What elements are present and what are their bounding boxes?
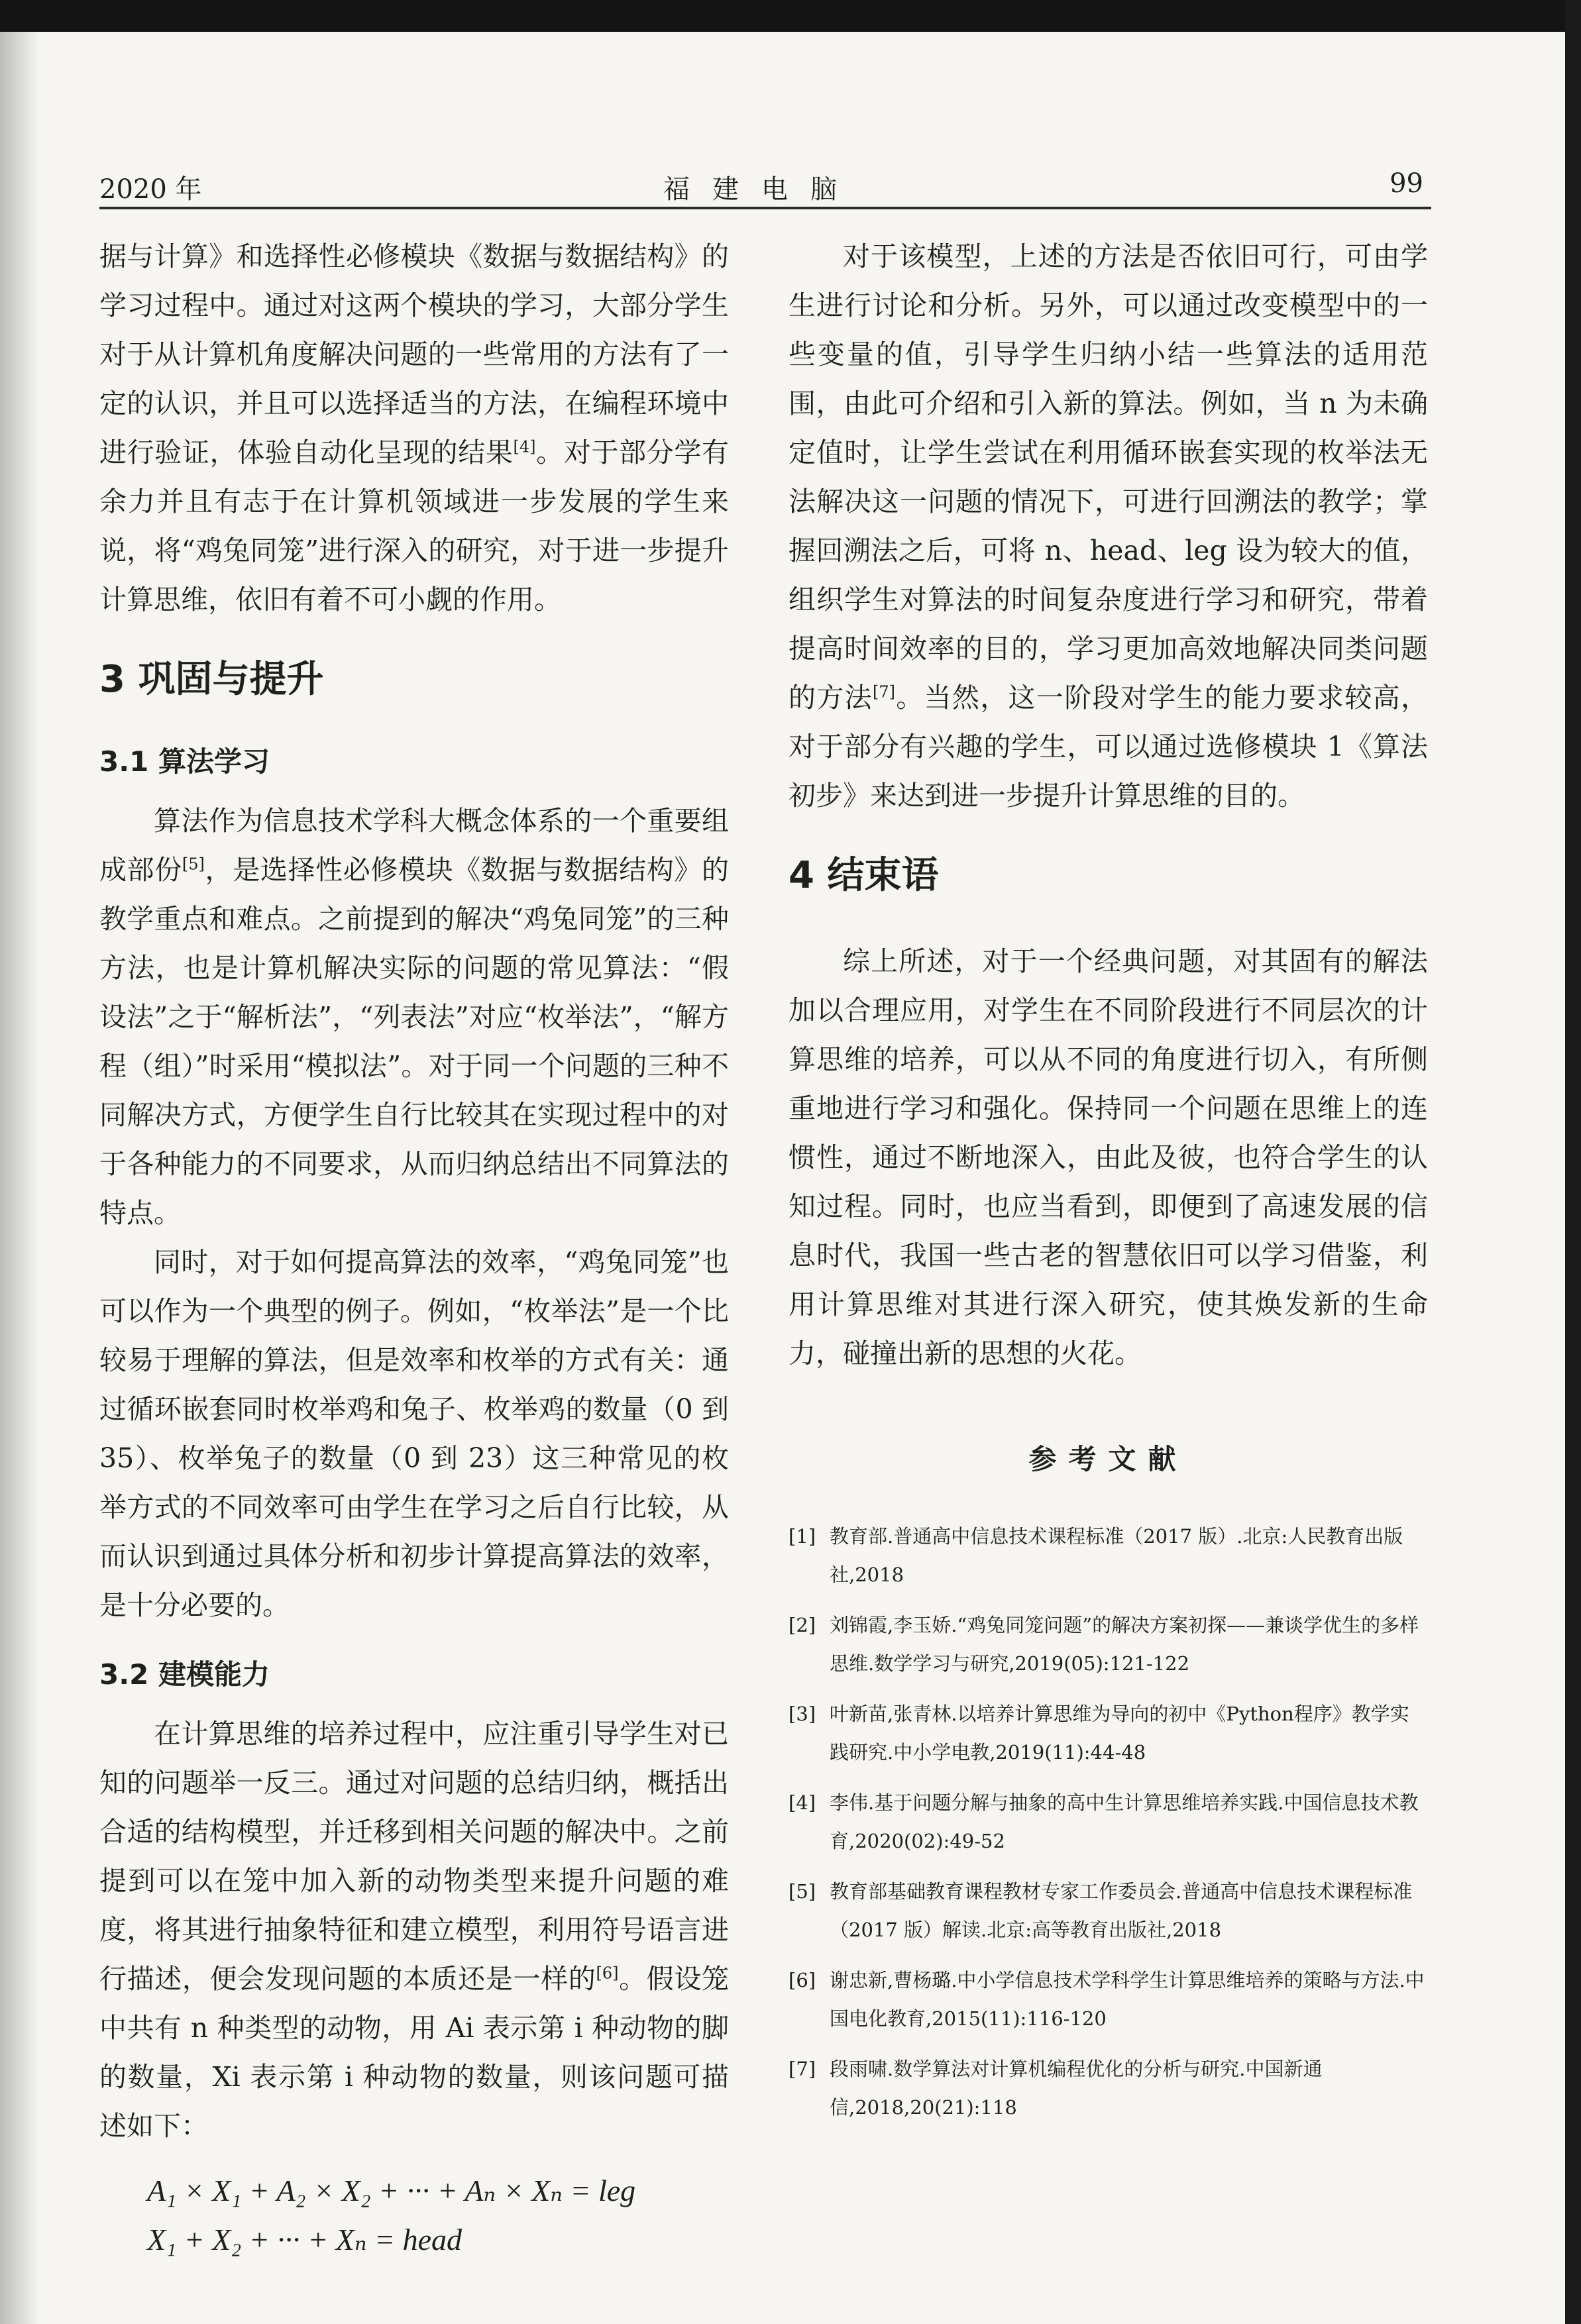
reference-item [789,1606,1428,1683]
reference-number: [1] [789,1525,816,1548]
references-heading: 参考文献 [1028,1443,1188,1475]
reference-text: 段雨啸.数学算法对计算机编程优化的分析与研究.中国新通信,2018,20(21):118 [830,2058,1323,2119]
paragraph-text: 。假设笼中共有 n 种类型的动物，用 Ai 表示第 i 种动物的脚的数量，Xi 表示第 i 种动物的数量，则该问题可描述如下： [99,1963,729,2142]
reference-number: [4] [789,1791,816,1814]
scan-border-right [1565,0,1581,2324]
reference-text: 教育部.普通高中信息技术课程标准（2017 版）.北京:人民教育出版社,2018 [830,1525,1403,1586]
paragraph-text: 。当然，这一阶段对学生的能力要求较高，对于部分有兴趣的学生，可以通过选修模块 1《算法初步》来达到进一步提升计算思维的目的。 [789,682,1429,812]
section-heading: 4 结束语 [789,854,939,897]
reference-number: [7] [789,2058,816,2080]
equation-heads: X₁ + X₂ + ··· + Xₙ = head [147,2223,463,2256]
header-rule [99,207,1431,209]
reference-item [789,1695,1428,1771]
reference-item [789,1872,1428,1949]
scan-border-top [0,0,1581,32]
header-page-number: 99 [1390,168,1423,199]
citation-ref: [6] [596,1964,619,1983]
paragraph [99,1709,729,2150]
left-column [99,232,729,2264]
running-header [99,166,1423,205]
header-year: 2020 年 [99,174,202,205]
paragraph-text: 算法作为信息技术学科大概念体系的一个重要组成部份 [99,805,729,886]
reference-number: [6] [789,1969,816,1991]
equation-legs: A₁ × X₁ + A₂ × X₂ + ··· + Aₙ × Xₙ = leg [147,2174,636,2207]
paragraph: 综上所述，对于一个经典问题，对其固有的解法加以合理应用，对学生在不同阶段进行不同层次的计算思维的培养，可以从不同的角度进行切入，有所侧重地进行学习和强化。保持同一个问题在思维上的连惯性，通过不断地深入，由此及彼，也符合学生的认知过程。同时，也应当看到，即便到了高速发展的信息时代，我国一些古老的智慧依旧可以学习借鉴，利用计算思维对其进行深入研究，使其焕发新的生命力，碰撞出新的思想的火花。 [789,945,1428,1369]
reference-number: [5] [789,1880,816,1903]
reference-number: [2] [789,1614,816,1636]
paragraph-text: 对于该模型，上述的方法是否依旧可行，可由学生进行讨论和分析。另外，可以通过改变模型中的一些变量的值，引导学生归纳小结一些算法的适用范围，由此可介绍和引入新的算法。例如，当 n 为未确定值时，让学生尝试在利用循环嵌套实现的枚举法无法解决这一问题的情况下，可进行回溯法的教学；掌握回溯法之后，可将 n、head、leg 设为较大的值，组织学生对算法的时间复杂度进行学习和研究，带着提高时间效率的目的，学习更加高效地解决同类问题的方法 [789,240,1428,713]
citation-ref: [4] [513,437,536,456]
reference-item [789,1961,1428,2038]
reference-item [789,1783,1428,1860]
paragraph [99,796,729,1238]
reference-item [789,2050,1428,2127]
scan-shadow-left [0,32,40,2324]
citation-ref: [7] [872,682,895,702]
subsection-heading: 3.2 建模能力 [99,1658,270,1691]
reference-item [789,1517,1428,1594]
section-heading: 3 巩固与提升 [99,658,324,701]
paragraph [99,232,729,624]
reference-text: 刘锦霞,李玉娇.“鸡兔同笼问题”的解决方案初探——兼谈学优生的多样思维.数学学习与研究,2019(05):121-122 [830,1614,1419,1675]
reference-list [789,1517,1428,2127]
paragraph: 同时，对于如何提高算法的效率，“鸡兔同笼”也可以作为一个典型的例子。例如，“枚举法”是一个比较易于理解的算法，但是效率和枚举的方式有关：通过循环嵌套同时枚举鸡和兔子、枚举鸡的数量（0 到 35）、枚举兔子的数量（0 到 23）这三种常见的枚举方式的不同效率可由学生在学习之后自行比较，从而认识到通过具体分析和初步计算提高算法的效率，是十分必要的。 [99,1246,729,1621]
paragraph-text: 。对于部分学有余力并且有志于在计算机领域进一步发展的学生来说，将“鸡兔同笼”进行深入的研究，对于进一步提升计算思维，依旧有着不可小觑的作用。 [99,437,730,615]
subsection-heading: 3.1 算法学习 [99,745,270,778]
paragraph-text: 在计算思维的培养过程中，应注重引导学生对已知的问题举一反三。通过对问题的总结归纳，概括出合适的结构模型，并迁移到相关问题的解决中。之前提到可以在笼中加入新的动物类型来提升问题的难度，将其进行抽象特征和建立模型，利用符号语言进行描述，便会发现问题的本质还是一样的 [99,1718,729,1995]
reference-text: 谢忠新,曹杨璐.中小学信息技术学科学生计算思维培养的策略与方法.中国电化教育,2015(11):116-120 [830,1969,1425,2030]
paragraph-text: ，是选择性必修模块《数据与数据结构》的教学重点和难点。之前提到的解决“鸡兔同笼”的三种方法，也是计算机解决实际的问题的常见算法：“假设法”之于“解析法”，“列表法”对应“枚举法”，“解方程（组）”时采用“模拟法”。对于同一个问题的三种不同解决方式，方便学生自行比较其在实现过程中的对于各种能力的不同要求，从而归纳总结出不同算法的特点。 [99,854,730,1229]
reference-text: 李伟.基于问题分解与抽象的高中生计算思维培养实践.中国信息技术教育,2020(02):49-52 [830,1791,1419,1852]
reference-number: [3] [789,1703,816,1725]
paragraph [789,232,1428,820]
citation-ref: [5] [182,855,205,874]
reference-text: 教育部基础教育课程教材专家工作委员会.普通高中信息技术课程标准（2017 版）解读.北京:高等教育出版社,2018 [830,1880,1413,1941]
right-column [789,232,1428,2139]
reference-text: 叶新苗,张青林.以培养计算思维为导向的初中《Python程序》教学实践研究.中小学电教,2019(11):44-48 [830,1703,1409,1764]
paragraph-text: 据与计算》和选择性必修模块《数据与数据结构》的学习过程中。通过对这两个模块的学习，大部分学生对于从计算机角度解决问题的一些常用的方法有了一定的认识，并且可以选择适当的方法，在编程环境中进行验证，体验自动化呈现的结果 [99,240,729,468]
header-journal-title: 福建电脑 [663,174,859,205]
